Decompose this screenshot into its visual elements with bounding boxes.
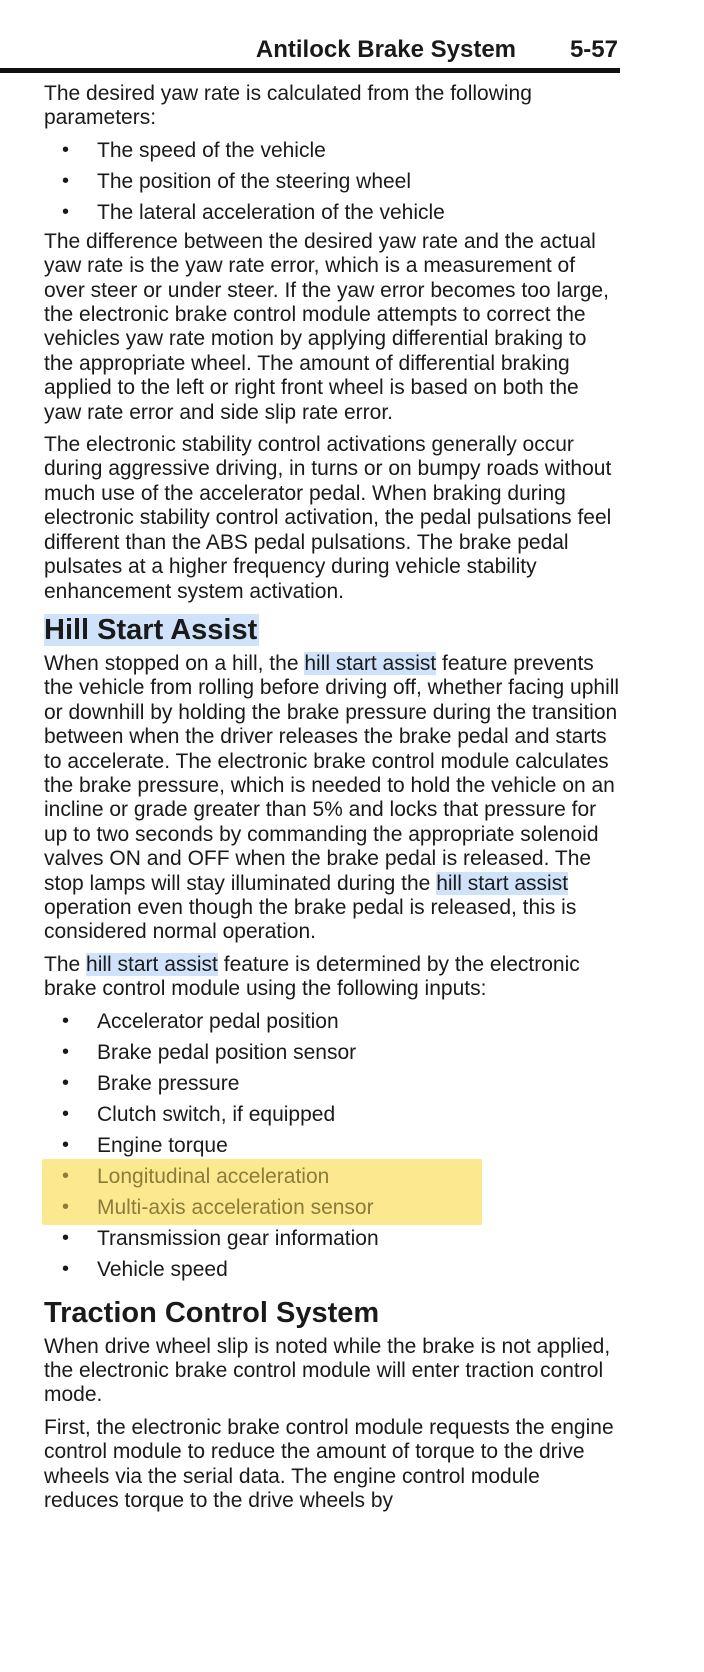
header-title: Antilock Brake System bbox=[255, 36, 516, 63]
list-item: • The position of the steering wheel bbox=[44, 166, 620, 197]
bullet-icon: • bbox=[62, 1071, 70, 1094]
search-match: hill start assist bbox=[86, 952, 218, 976]
list-item: • Brake pedal position sensor bbox=[44, 1037, 620, 1068]
bullet-icon: • bbox=[62, 1195, 70, 1218]
hill-start-paragraph-2: The hill start assist feature is determined by the electronic brake control module using the following inputs: bbox=[44, 952, 580, 1001]
bullet-icon: • bbox=[62, 200, 70, 223]
list-item-highlighted: • Multi-axis acceleration sensor bbox=[44, 1192, 620, 1223]
traction-heading: Traction Control System bbox=[44, 1296, 380, 1329]
bullet-icon: • bbox=[62, 1226, 70, 1249]
bullet-icon: • bbox=[62, 138, 70, 161]
yaw-rate-lead: The desired yaw rate is calculated from the following parameters: bbox=[44, 82, 532, 130]
page-number: 5-57 bbox=[569, 36, 618, 63]
search-match: hill start assist bbox=[304, 651, 437, 675]
traction-paragraph-1: When drive wheel slip is noted while the brake is not applied, the electronic brake control module will enter traction control mode. bbox=[44, 1334, 611, 1407]
page-header bbox=[0, 36, 620, 70]
bullet-icon: • bbox=[62, 169, 70, 192]
bullet-icon: • bbox=[62, 1102, 70, 1125]
list-item: • The lateral acceleration of the vehicle bbox=[44, 197, 620, 228]
hill-start-paragraph-1: When stopped on a hill, the hill start assist feature prevents the vehicle from rolling before driving off, whether facing uphill or downhill by holding the brake pressure during the transition between when the driver releases the brake pedal and starts to accelerate. The electronic brake control module calculates the brake pressure, which is needed to hold the vehicle on an incline or grade greater than 5% and locks that pressure for up to two seconds by commanding the appropriate solenoid valves ON and OFF when the brake pedal is released. The stop lamps will stay illuminated during the hill start assist operation even though the brake pedal is released, this is considered normal operation. bbox=[44, 651, 620, 944]
list-item: • Brake pressure bbox=[44, 1068, 620, 1099]
yaw-error-paragraph: The difference between the desired yaw rate and the actual yaw rate is the yaw rate error, which is a measurement of over steer or under steer. If the yaw error becomes too large, the electronic brake control module attempts to correct the vehicles yaw rate motion by applying differential braking to the appropriate wheel. The amount of differential braking applied to the left or right front wheel is based on both the yaw rate error and side slip rate error. bbox=[44, 229, 609, 424]
bullet-icon: • bbox=[62, 1164, 70, 1187]
list-item-highlighted: • Longitudinal acceleration bbox=[44, 1161, 620, 1192]
stability-activation-paragraph: The electronic stability control activations generally occur during aggressive driving, in turns or on bumpy roads without much use of the accelerator pedal. When braking during electronic stability control activation, the pedal pulsations feel different than the ABS pedal pulsations. The brake pedal pulsates at a higher frequency during vehicle stability enhancement system activation. bbox=[44, 433, 612, 603]
list-item: • Clutch switch, if equipped bbox=[44, 1099, 620, 1130]
bullet-icon: • bbox=[62, 1040, 70, 1063]
list-item: • Vehicle speed bbox=[44, 1254, 620, 1285]
list-item: • Accelerator pedal position bbox=[44, 1006, 620, 1037]
bullet-icon: • bbox=[62, 1257, 70, 1280]
traction-paragraph-2: First, the electronic brake control module requests the engine control module to reduce the amount of torque to the drive wheels via the serial data. The engine control module reduces torque to the drive wheels by bbox=[44, 1415, 614, 1513]
list-item: • Engine torque bbox=[44, 1130, 620, 1161]
bullet-icon: • bbox=[62, 1133, 70, 1156]
header-rule bbox=[0, 68, 620, 73]
bullet-icon: • bbox=[62, 1009, 70, 1032]
list-item: • Transmission gear information bbox=[44, 1223, 620, 1254]
hill-start-heading: Hill Start Assist bbox=[44, 613, 258, 646]
traction-section bbox=[44, 1295, 620, 1514]
list-item: • The speed of the vehicle bbox=[44, 135, 620, 166]
search-match: hill start assist bbox=[436, 871, 569, 895]
yaw-parameters-list bbox=[44, 135, 620, 228]
hill-start-inputs-list bbox=[44, 1006, 620, 1285]
page-content bbox=[44, 82, 620, 1521]
